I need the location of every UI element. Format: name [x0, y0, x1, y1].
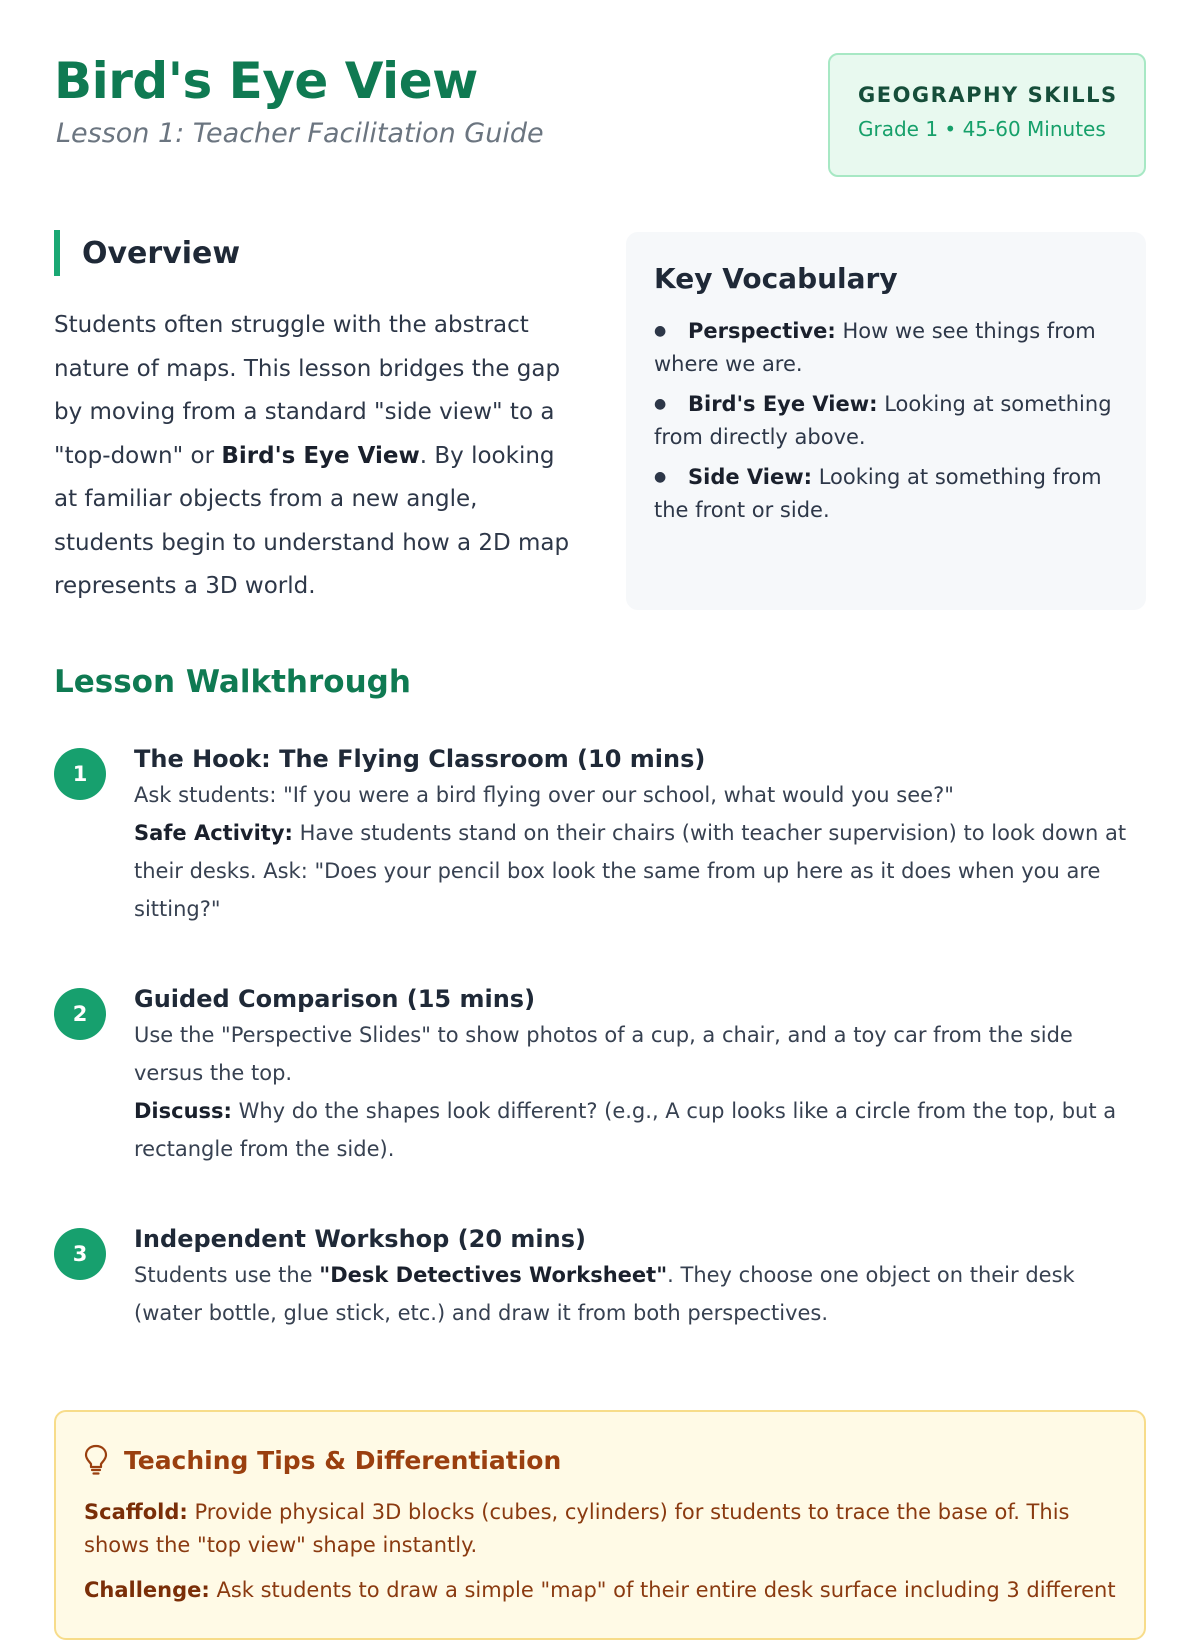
step-body [134, 742, 1146, 928]
step-text-bold: "Desk Detectives Worksheet" [319, 1263, 668, 1287]
header [54, 0, 1146, 200]
teaching-tips-box [54, 1410, 1146, 1640]
bullet-icon: ● [654, 323, 667, 339]
vocabulary-item [654, 388, 1118, 454]
page-title: Bird's Eye View [54, 52, 478, 110]
lightbulb-icon [84, 1444, 108, 1476]
tips-text [84, 1496, 1116, 1607]
vocabulary-definition: How we see things from where we are. [654, 319, 1096, 376]
step-text [134, 1092, 1146, 1168]
step-detail: Why do the shapes look different? (e.g., A cup looks like a circle from the top, but a rectangle from the side). [134, 1099, 1117, 1161]
scaffold-text: Provide physical 3D blocks (cubes, cylinders) for students to trace the base of. This shows the "top view" shape instantly. [84, 1500, 1070, 1557]
scaffold-label: Scaffold: [84, 1500, 188, 1524]
challenge-label: Challenge: [84, 1578, 210, 1602]
lesson-step [54, 1222, 1146, 1332]
overview-text [54, 304, 574, 609]
lesson-step [54, 742, 1146, 928]
step-body [134, 982, 1146, 1168]
bullet-icon: ● [654, 469, 667, 485]
subject-badge [828, 53, 1146, 177]
tips-title: Teaching Tips & Differentiation [124, 1445, 562, 1475]
challenge-text: Ask students to draw a simple "map" of their entire desk surface including 3 different [209, 1578, 1116, 1602]
bullet-icon: ● [654, 396, 667, 412]
vocabulary-term: Bird's Eye View: [688, 392, 878, 416]
vocabulary-term: Side View: [688, 465, 813, 489]
challenge-tip [84, 1574, 1116, 1607]
step-label: Safe Activity: [134, 821, 293, 845]
step-title: Independent Workshop (20 mins) [134, 1225, 586, 1253]
vocabulary-definition: Looking at something from the front or side. [654, 465, 1102, 522]
step-label: Discuss: [134, 1099, 232, 1123]
overview-text-bold: Bird's Eye View [221, 442, 420, 469]
badge-title: GEOGRAPHY SKILLS [858, 83, 1118, 107]
step-number-badge: 1 [54, 748, 106, 800]
overview-text-part1: Students often struggle with the abstract nature of maps. This lesson bridges the gap by moving from a standard "side view" to a "top-down" or [54, 312, 561, 469]
page-subtitle: Lesson 1: Teacher Facilitation Guide [56, 118, 544, 149]
vocabulary-list [654, 315, 1118, 527]
vocabulary-box [626, 232, 1146, 610]
vocabulary-definition: Looking at something from directly above. [654, 392, 1112, 449]
step-detail: Have students stand on their chairs (with teacher supervision) to look down at their desks. Ask: "Does your pencil box look the same from up here as it does when you are sitting?" [134, 821, 1127, 921]
step-number-badge: 3 [54, 1228, 106, 1280]
step-text-post: . They choose one object on their desk (water bottle, glue stick, etc.) and draw it from both perspectives. [134, 1263, 1075, 1325]
vocabulary-title: Key Vocabulary [654, 262, 898, 295]
lesson-step [54, 982, 1146, 1168]
step-body [134, 1222, 1146, 1332]
step-number-badge: 2 [54, 988, 106, 1040]
overview-row [54, 200, 1146, 620]
overview-heading: Overview [54, 230, 574, 276]
walkthrough-heading: Lesson Walkthrough [54, 664, 411, 700]
vocabulary-item [654, 461, 1118, 527]
badge-subtitle: Grade 1 • 45-60 Minutes [858, 117, 1106, 141]
scaffold-tip [84, 1496, 1116, 1562]
step-text: Ask students: "If you were a bird flying over our school, what would you see?" [134, 783, 954, 807]
vocabulary-item [654, 315, 1118, 381]
vocabulary-term: Perspective: [688, 319, 836, 343]
overview-section [54, 230, 574, 609]
step-title: Guided Comparison (15 mins) [134, 985, 536, 1013]
step-text [134, 1256, 1146, 1332]
step-title: The Hook: The Flying Classroom (10 mins) [134, 745, 706, 773]
overview-text-part2: . By looking at familiar objects from a new angle, students begin to understand how a 2D map represents a 3D world. [54, 442, 570, 599]
step-text [134, 814, 1146, 928]
step-text-pre: Students use the [134, 1263, 320, 1287]
step-text: Use the "Perspective Slides" to show photos of a cup, a chair, and a toy car from the side versus the top. [134, 1023, 1073, 1085]
tips-heading [84, 1444, 1116, 1476]
